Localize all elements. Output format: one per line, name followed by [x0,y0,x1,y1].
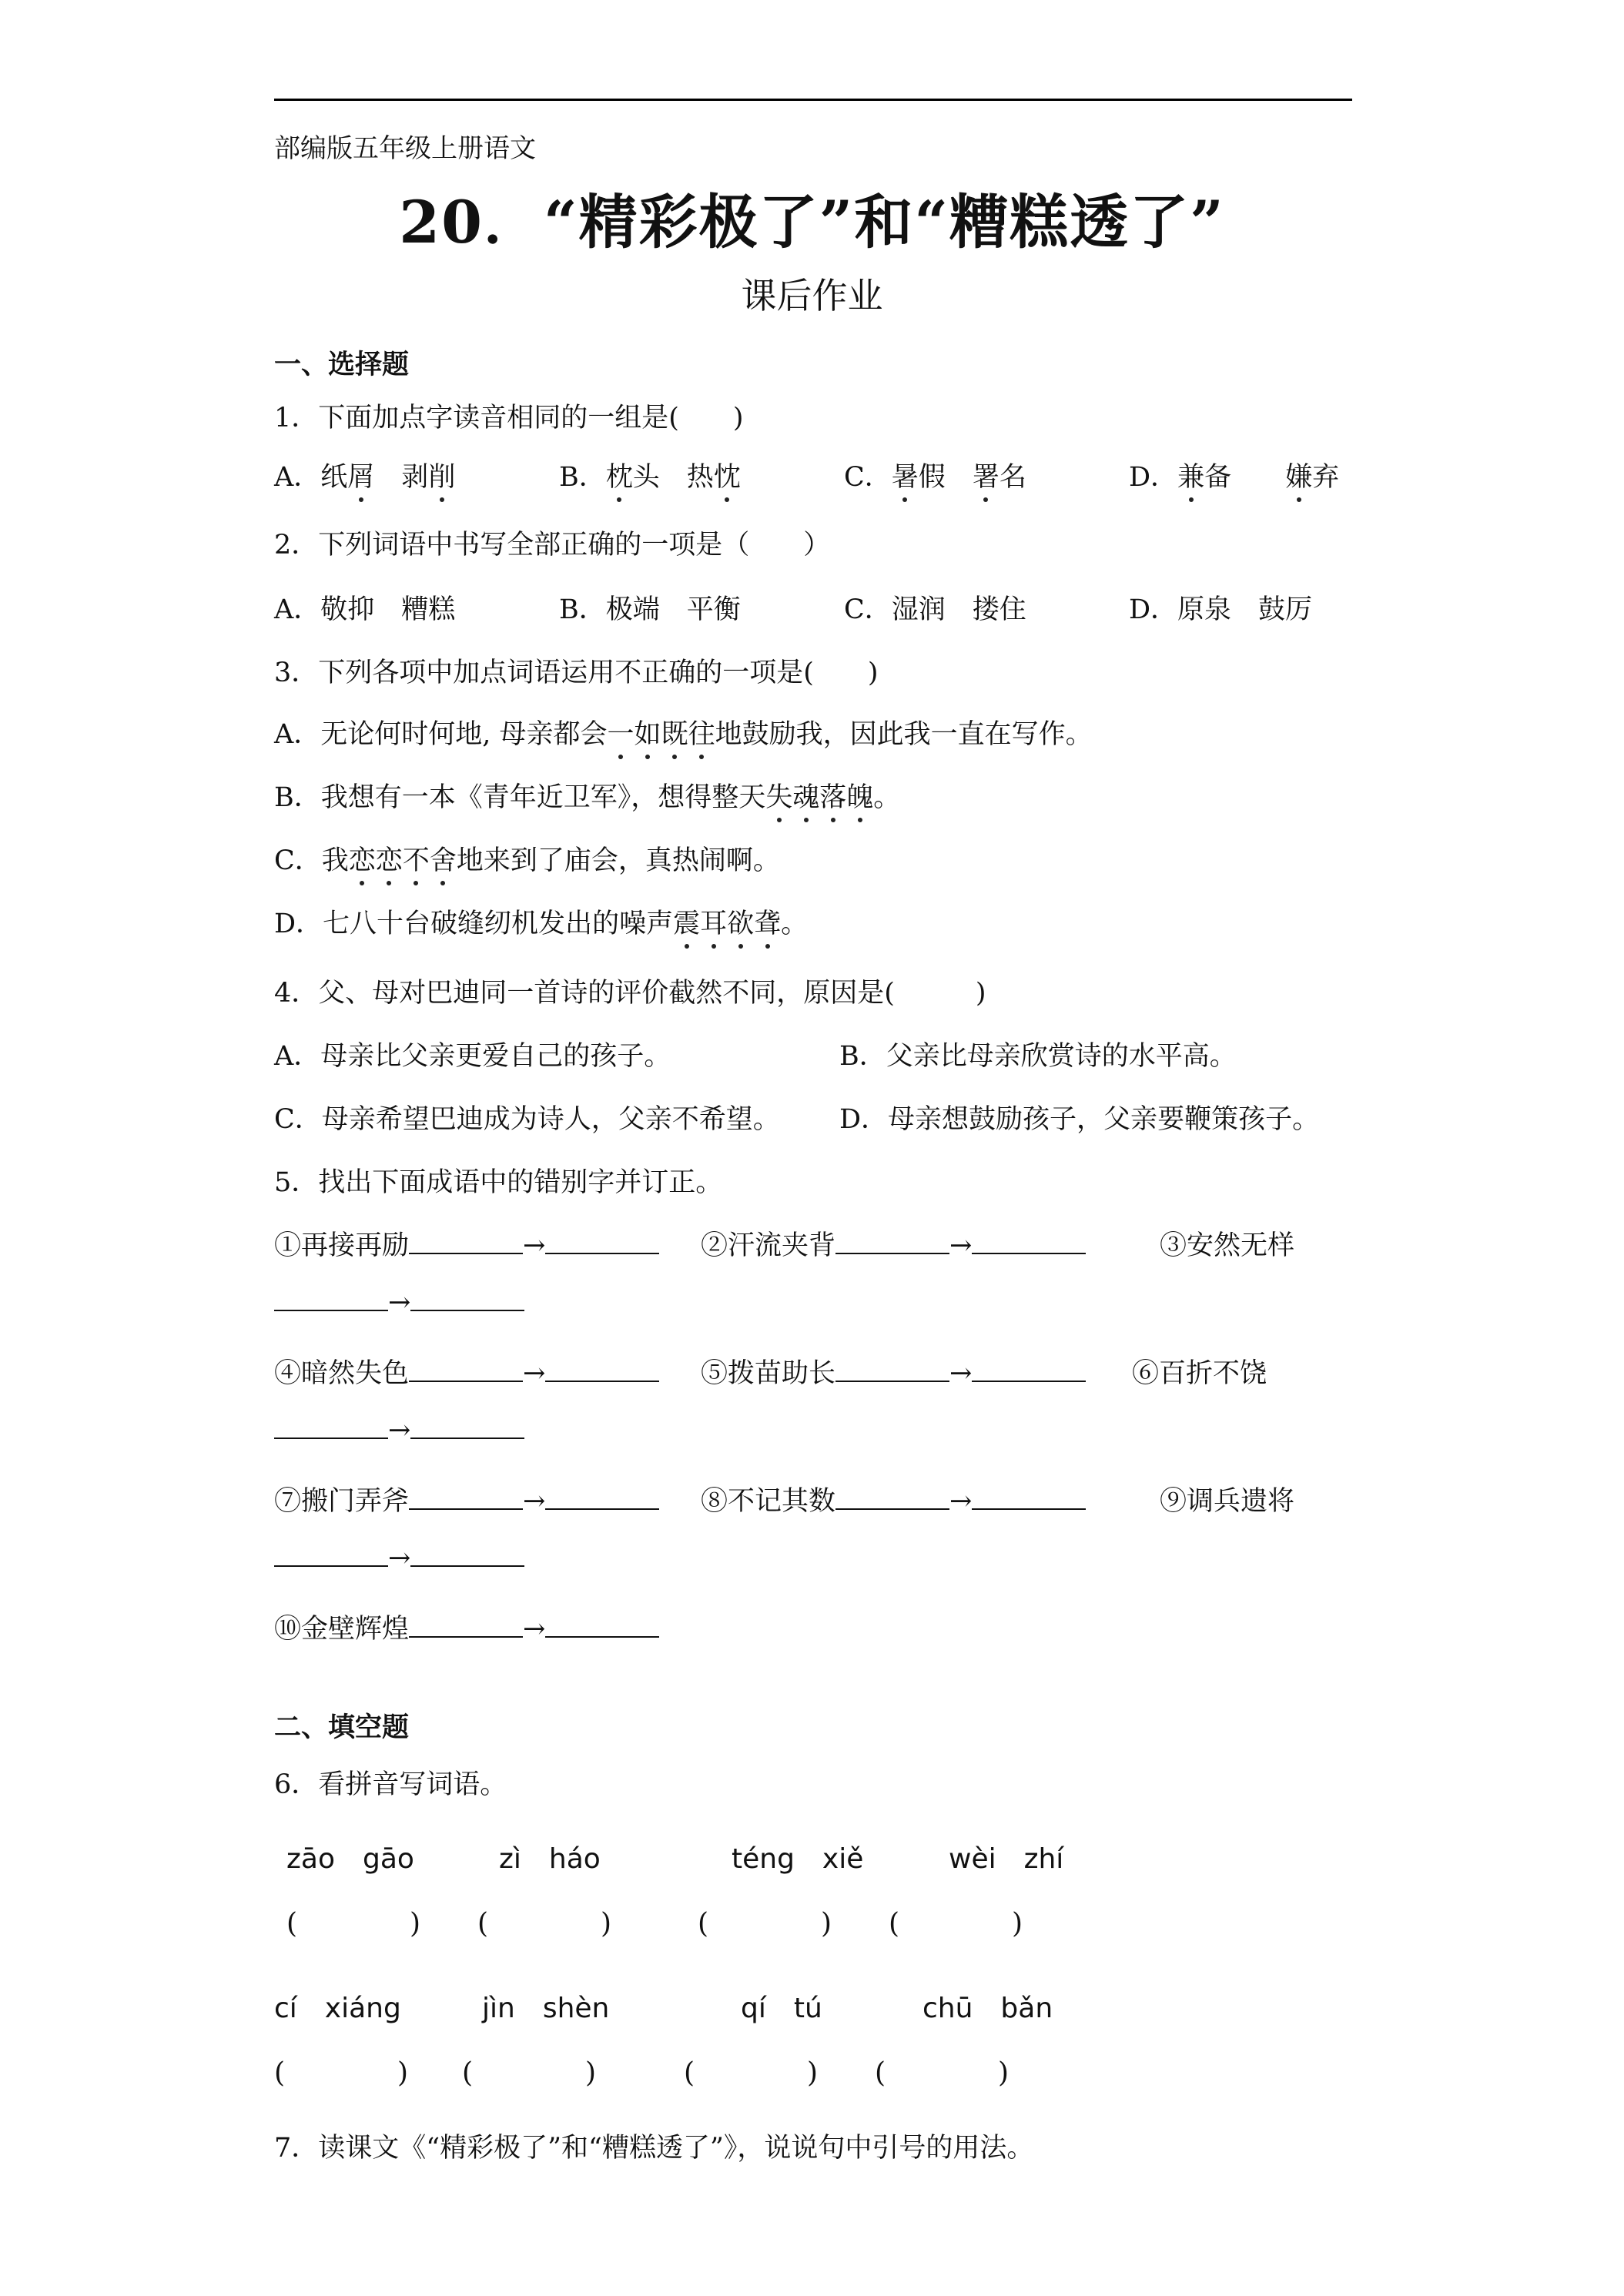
q5-item[interactable]: ②汗流夹背 → [701,1224,1086,1263]
section-heading-fill: 二、填空题 [274,1712,410,1743]
dotted-char: 耳 [700,902,727,941]
q4-option-b[interactable]: B．父亲比母亲欣赏诗的水平高。 [839,1041,1237,1072]
q5-item[interactable]: ③安然无样 [1160,1230,1295,1261]
q5-item[interactable]: ⑤拨苗助长 → [701,1352,1086,1391]
dotted-char: 恋 [376,839,403,878]
section-heading-choice: 一、选择题 [274,349,410,380]
answer-blank[interactable]: ( ) [462,2057,597,2089]
q2-option-c[interactable]: C．湿润 搂住 [844,594,1026,625]
q4-option-c[interactable]: C．母亲希望巴迪成为诗人，父亲不希望。 [274,1104,780,1135]
dotted-char: 震 [673,902,700,941]
q5-item[interactable]: ④暗然失色 → [274,1352,659,1391]
pinyin: qí tú [741,1993,822,2024]
q5-item-continued[interactable]: → [274,1415,524,1446]
q5-item[interactable]: ⑨调兵遗将 [1160,1486,1295,1517]
dotted-char: 不 [403,839,430,878]
q1-option-a[interactable]: A．纸屑 剥削 [274,456,455,494]
dotted-char: 欲 [727,902,754,941]
q5-stem: 5．找出下面成语中的错别字并订正。 [274,1167,723,1198]
q1-stem: 1．下面加点字读音相同的一组是( ) [274,403,744,433]
pinyin: chū bǎn [922,1993,1053,2024]
q6-stem: 6．看拼音写词语。 [274,1769,507,1800]
q2-option-a[interactable]: A．敬抑 糟糕 [274,594,456,625]
pinyin: zāo gāo [286,1843,414,1875]
answer-blank[interactable]: ( ) [875,2057,1010,2089]
q1-option-b[interactable]: B．枕头 热忱 [559,456,741,494]
dotted-char: 聋 [754,902,781,941]
q2-option-d[interactable]: D．原泉 鼓厉 [1129,594,1313,625]
dotted-char: 舍 [430,839,457,878]
q2-option-b[interactable]: B．极端 平衡 [559,594,741,625]
dotted-char: 如 [635,713,661,751]
dotted-char: 失 [765,776,792,815]
pinyin: zì háo [499,1843,601,1875]
q5-item[interactable]: ①再接再励 → [274,1224,659,1263]
dotted-char: 恋 [349,839,376,878]
q4-stem: 4．父、母对巴迪同一首诗的评价截然不同，原因是( ) [274,978,986,1009]
pinyin: cí xiáng [274,1993,401,2024]
q5-item-continued[interactable]: → [274,1543,524,1574]
q5-item[interactable]: ⑥百折不饶 [1132,1358,1267,1389]
page-title: 20．“精彩极了”和“糟糕透了” [399,188,1225,256]
q2-stem: 2．下列词语中书写全部正确的一项是（ ） [274,530,831,561]
q3-option-a[interactable]: A．无论何时何地, 母亲都会一如既往地鼓励我，因此我一直在写作。 [274,713,1093,751]
dotted-char: 落 [819,776,846,815]
subject-label: 部编版五年级上册语文 [274,133,536,164]
q4-option-d[interactable]: D．母亲想鼓励孩子，父亲要鞭策孩子。 [839,1104,1320,1135]
dotted-char: 魄 [846,776,873,815]
q5-item[interactable]: ⑩金壁辉煌 → [274,1608,659,1646]
dotted-char: 往 [688,713,715,751]
q3-stem: 3．下列各项中加点词语运用不正确的一项是( ) [274,658,879,688]
q5-item-continued[interactable]: → [274,1287,524,1318]
q1-option-c[interactable]: C．暑假 署名 [844,456,1026,494]
pinyin: wèi zhí [949,1843,1064,1875]
dotted-char: 既 [661,713,688,751]
dotted-char: 魂 [792,776,819,815]
answer-blank[interactable]: ( ) [698,1908,832,1940]
pinyin: jìn shèn [482,1993,610,2024]
q1-option-d[interactable]: D．兼备 嫌弃 [1129,456,1339,494]
answer-blank[interactable]: ( ) [286,1908,421,1940]
answer-blank[interactable]: ( ) [477,1908,612,1940]
q5-item[interactable]: ⑧不记其数 → [701,1480,1086,1518]
q5-item[interactable]: ⑦搬门弄斧 → [274,1480,659,1518]
q3-option-d[interactable]: D．七八十台破缝纫机发出的噪声震耳欲聋。 [274,902,808,941]
header-rule [274,99,1352,101]
answer-blank[interactable]: ( ) [274,2057,409,2089]
answer-blank[interactable]: ( ) [889,1908,1023,1940]
dotted-char: 一 [608,713,635,751]
page-subtitle: 课后作业 [741,275,883,316]
q4-option-a[interactable]: A．母亲比父亲更爱自己的孩子。 [274,1041,671,1072]
answer-blank[interactable]: ( ) [684,2057,819,2089]
pinyin: téng xiě [732,1843,864,1875]
q7-stem: 7．读课文《“精彩极了”和“糟糕透了”》，说说句中引号的用法。 [274,2133,1034,2164]
q3-option-b[interactable]: B．我想有一本《青年近卫军》，想得整天失魂落魄。 [274,776,900,815]
q3-option-c[interactable]: C．我恋恋不舍地来到了庙会，真热闹啊。 [274,839,780,878]
